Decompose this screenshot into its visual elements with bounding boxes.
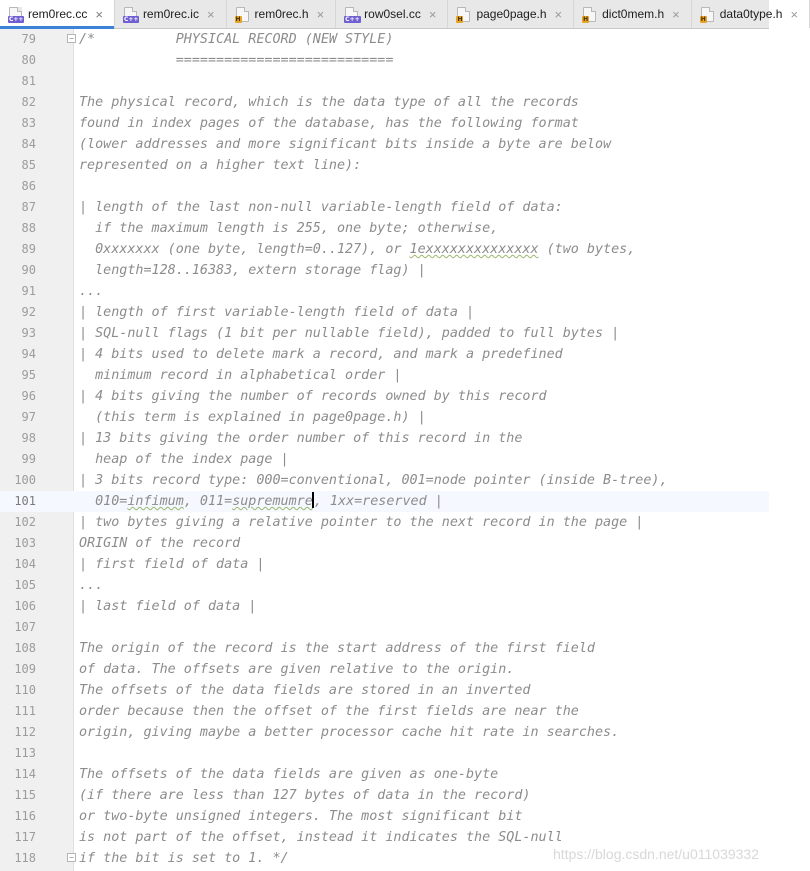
code-text[interactable]: =========================== <box>79 53 394 68</box>
code-text[interactable]: of data. The offsets are given relative to the origin. <box>79 662 515 677</box>
code-line[interactable] <box>0 260 769 281</box>
line-number: 113 <box>14 746 36 760</box>
header-file-icon: H <box>583 7 596 22</box>
tab-label: data0type.h <box>719 7 783 21</box>
tab-label: rem0rec.h <box>254 7 309 21</box>
line-number: 107 <box>14 620 36 634</box>
code-text[interactable]: length=128..16383, extern storage flag) | <box>79 263 426 278</box>
close-icon[interactable]: × <box>790 6 799 22</box>
code-text[interactable]: The offsets of the data fields are stored in an inverted <box>79 683 531 698</box>
tab-page0page-h[interactable] <box>448 0 574 28</box>
tab-label: rem0rec.ic <box>142 7 199 21</box>
cpp-file-icon: C++ <box>124 7 137 22</box>
code-text[interactable]: or two-byte unsigned integers. The most significant bit <box>79 809 523 824</box>
code-text[interactable]: | length of the last non-null variable-length field of data: <box>79 200 563 215</box>
line-number: 117 <box>14 830 36 844</box>
code-line[interactable] <box>0 554 769 575</box>
line-number: 101 <box>14 494 36 508</box>
tab-rem0rec-ic[interactable] <box>115 0 227 28</box>
code-line[interactable] <box>0 134 769 155</box>
line-number: 98 <box>21 431 36 445</box>
line-number: 91 <box>21 284 36 298</box>
tab-dict0mem-h[interactable] <box>574 0 692 28</box>
code-line[interactable] <box>0 176 769 197</box>
code-line[interactable] <box>0 71 769 92</box>
code-line[interactable] <box>0 764 769 785</box>
line-number: 86 <box>21 179 36 193</box>
tab-label: page0page.h <box>476 7 547 21</box>
line-number: 89 <box>21 242 36 256</box>
line-number: 85 <box>21 158 36 172</box>
line-number: 95 <box>21 368 36 382</box>
code-text[interactable]: represented on a higher text line): <box>79 158 362 173</box>
tab-row0sel-cc[interactable] <box>336 0 448 28</box>
code-text[interactable]: | first field of data | <box>79 557 265 572</box>
code-text[interactable]: if the maximum length is 255, one byte; otherwise, <box>79 221 499 236</box>
header-file-icon: H <box>457 7 470 22</box>
code-editor[interactable] <box>0 29 769 871</box>
code-line[interactable] <box>0 302 769 323</box>
line-number: 84 <box>21 137 36 151</box>
code-text[interactable]: | 3 bits record type: 000=conventional, 001=node pointer (inside B-tree), <box>79 473 668 488</box>
code-line[interactable] <box>0 512 769 533</box>
line-number: 99 <box>21 452 36 466</box>
line-number: 103 <box>14 536 36 550</box>
line-number: 93 <box>21 326 36 340</box>
close-icon[interactable]: × <box>206 6 215 22</box>
code-line[interactable] <box>0 827 769 848</box>
code-line[interactable] <box>0 323 769 344</box>
header-file-icon: H <box>701 7 714 22</box>
code-line[interactable] <box>0 785 769 806</box>
code-text[interactable]: | 4 bits giving the number of records owned by this record <box>79 389 547 404</box>
code-text[interactable]: The offsets of the data fields are given as one-byte <box>79 767 499 782</box>
editor-tab-bar <box>0 0 799 29</box>
fold-toggle-icon[interactable]: − <box>67 34 76 43</box>
close-icon[interactable]: × <box>554 6 563 22</box>
code-line[interactable] <box>0 344 769 365</box>
code-line[interactable] <box>0 491 769 512</box>
line-number: 96 <box>21 389 36 403</box>
line-number: 105 <box>14 578 36 592</box>
code-line[interactable] <box>0 113 769 134</box>
line-number: 79 <box>21 32 36 46</box>
code-text[interactable]: | last field of data | <box>79 599 257 614</box>
code-text[interactable]: if the bit is set to 1. */ <box>79 851 289 866</box>
code-line[interactable] <box>0 197 769 218</box>
line-number: 82 <box>21 95 36 109</box>
code-line[interactable] <box>0 533 769 554</box>
code-text[interactable]: | two bytes giving a relative pointer to the next record in the page | <box>79 515 644 530</box>
code-text[interactable]: 010=infimum, 011=supremumre, 1xx=reserved | <box>79 494 443 509</box>
code-text[interactable]: | 4 bits used to delete mark a record, and mark a predefined <box>79 347 563 362</box>
close-icon[interactable]: × <box>672 6 680 22</box>
tab-label: dict0mem.h <box>602 7 665 21</box>
line-number: 115 <box>14 788 36 802</box>
code-line[interactable] <box>0 29 769 50</box>
code-line[interactable] <box>0 386 769 407</box>
watermark: https://blog.csdn.net/u011039332 <box>552 846 759 862</box>
line-number: 80 <box>21 53 36 67</box>
line-number: 110 <box>14 683 36 697</box>
code-line[interactable] <box>0 428 769 449</box>
tab-rem0rec-cc[interactable] <box>0 0 115 28</box>
line-number: 108 <box>14 641 36 655</box>
code-text[interactable]: (this term is explained in page0page.h) | <box>79 410 426 425</box>
code-text[interactable]: (if there are less than 127 bytes of data in the record) <box>79 788 531 803</box>
code-text[interactable]: The origin of the record is the start address of the first field <box>79 641 595 656</box>
code-line[interactable] <box>0 575 769 596</box>
line-number: 94 <box>21 347 36 361</box>
code-text[interactable]: | SQL-null flags (1 bit per nullable field), padded to full bytes | <box>79 326 620 341</box>
code-line[interactable] <box>0 638 769 659</box>
cpp-file-icon: C++ <box>9 7 22 22</box>
tab-data0type-h[interactable] <box>692 0 810 28</box>
line-number: 83 <box>21 116 36 130</box>
code-text[interactable]: ORIGIN of the record <box>79 536 241 551</box>
code-lines[interactable] <box>0 29 769 869</box>
code-line[interactable] <box>0 470 769 491</box>
line-number: 112 <box>14 725 36 739</box>
code-text[interactable]: is not part of the offset, instead it indicates the SQL-null <box>79 830 563 845</box>
line-number: 104 <box>14 557 36 571</box>
tab-rem0rec-h[interactable] <box>227 0 337 28</box>
line-number: 111 <box>14 704 36 718</box>
line-number: 114 <box>14 767 36 781</box>
line-number: 102 <box>14 515 36 529</box>
code-text[interactable]: ... <box>79 284 104 299</box>
code-text[interactable]: (lower addresses and more significant bits inside a byte are below <box>79 137 612 152</box>
code-line[interactable] <box>0 407 769 428</box>
line-number: 87 <box>21 200 36 214</box>
code-text[interactable]: origin, giving maybe a better processor cache hit rate in searches. <box>79 725 620 740</box>
text-caret <box>312 492 314 508</box>
code-line[interactable] <box>0 701 769 722</box>
code-text[interactable]: | 13 bits giving the order number of this record in the <box>79 431 523 446</box>
code-line[interactable] <box>0 743 769 764</box>
code-text[interactable]: minimum record in alphabetical order | <box>79 368 402 383</box>
code-line[interactable] <box>0 659 769 680</box>
code-text[interactable]: order because then the offset of the first fields are near the <box>79 704 579 719</box>
code-line[interactable] <box>0 239 769 260</box>
code-text[interactable]: found in index pages of the database, has the following format <box>79 116 579 131</box>
code-line[interactable] <box>0 218 769 239</box>
code-line[interactable] <box>0 281 769 302</box>
code-line[interactable] <box>0 722 769 743</box>
code-line[interactable] <box>0 617 769 638</box>
line-number: 116 <box>14 809 36 823</box>
code-text[interactable]: /* PHYSICAL RECORD (NEW STYLE) <box>79 32 394 47</box>
close-icon[interactable]: × <box>316 6 325 22</box>
close-icon[interactable]: × <box>95 6 103 22</box>
code-line[interactable] <box>0 50 769 71</box>
line-number: 88 <box>21 221 36 235</box>
code-line[interactable] <box>0 365 769 386</box>
close-icon[interactable]: × <box>428 6 437 22</box>
line-number: 100 <box>14 473 36 487</box>
code-text[interactable]: The physical record, which is the data type of all the records <box>79 95 579 110</box>
tab-label: row0sel.cc <box>364 7 421 21</box>
code-line[interactable] <box>0 92 769 113</box>
line-number: 118 <box>14 851 36 865</box>
line-number: 109 <box>14 662 36 676</box>
header-file-icon: H <box>236 7 249 22</box>
code-text[interactable]: 0xxxxxxx (one byte, length=0..127), or 1exxxxxxxxxxxxxx (two bytes, <box>79 242 636 257</box>
line-number: 97 <box>21 410 36 424</box>
code-line[interactable] <box>0 680 769 701</box>
code-line[interactable] <box>0 155 769 176</box>
cpp-file-icon: C++ <box>345 7 358 22</box>
code-text[interactable]: heap of the index page | <box>79 452 289 467</box>
code-line[interactable] <box>0 806 769 827</box>
fold-toggle-icon[interactable]: − <box>67 853 76 862</box>
code-line[interactable] <box>0 449 769 470</box>
line-number: 81 <box>21 74 36 88</box>
code-line[interactable] <box>0 596 769 617</box>
code-text[interactable]: | length of first variable-length field of data | <box>79 305 475 320</box>
line-number: 92 <box>21 305 36 319</box>
line-number: 90 <box>21 263 36 277</box>
line-number: 106 <box>14 599 36 613</box>
code-text[interactable]: ... <box>79 578 104 593</box>
tab-label: rem0rec.cc <box>28 7 88 21</box>
